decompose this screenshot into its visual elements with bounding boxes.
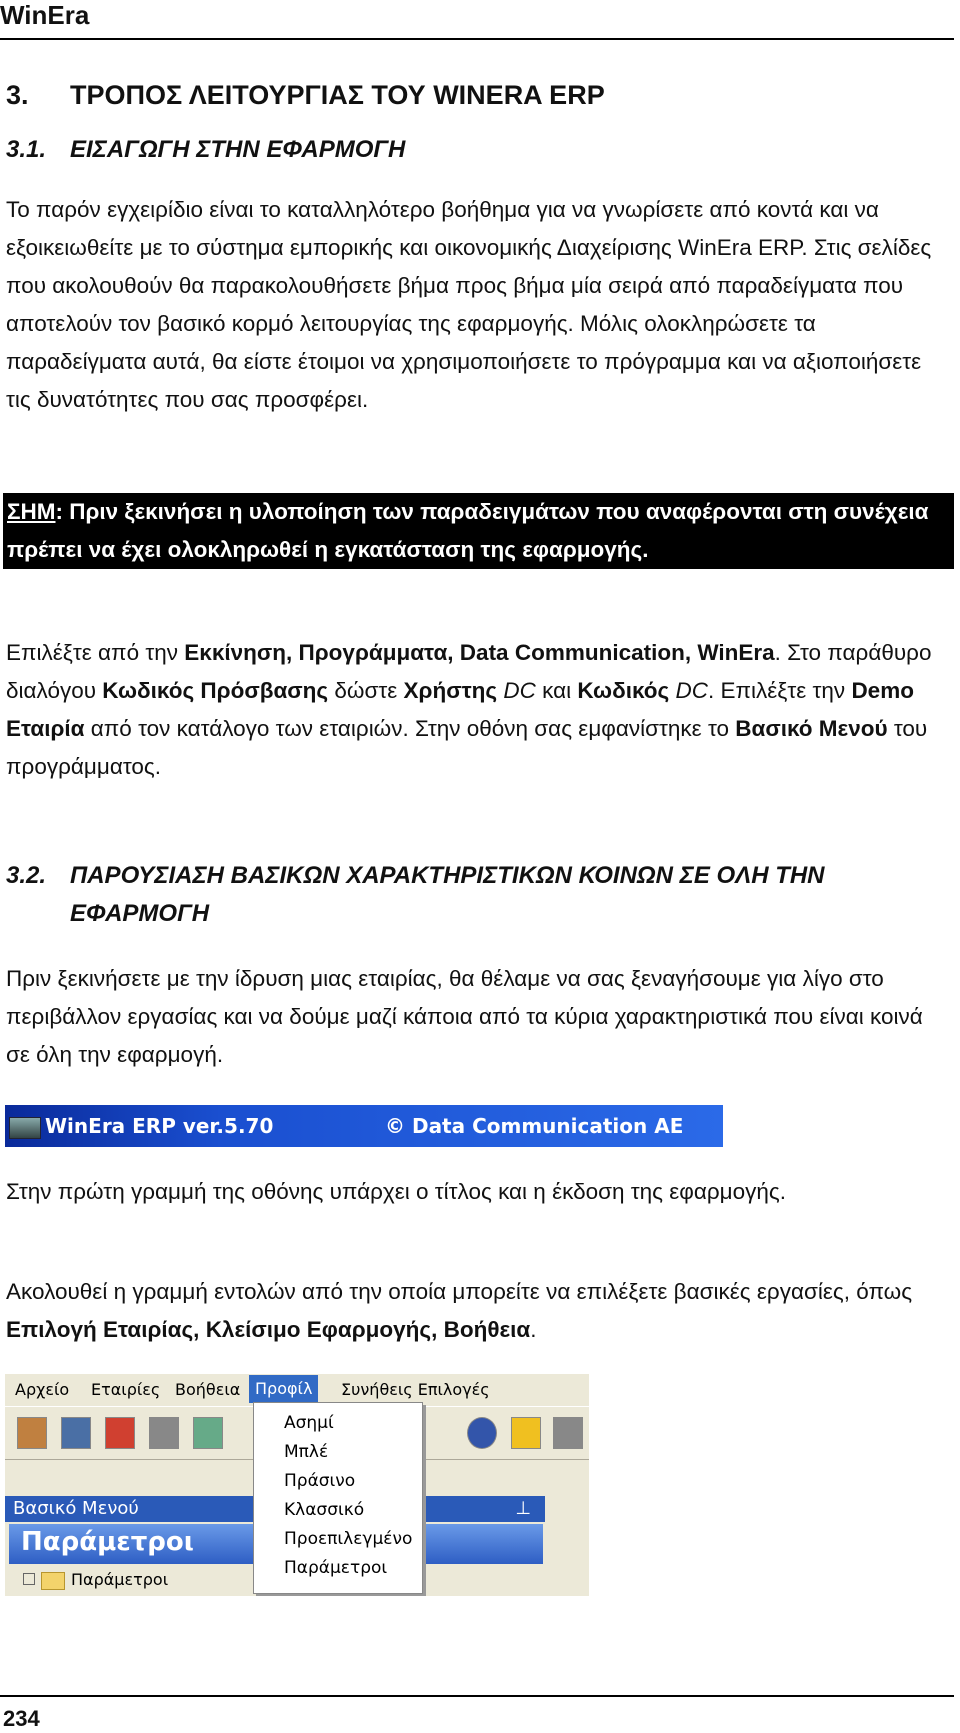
- intro-paragraph: Το παρόν εγχειρίδιο είναι το καταλληλότερο βοήθημα για να γνωρίσετε από κοντά και να εξοικειωθείτε με το σύστημα εμπορικής και οικονομικής Διαχείρισης WinEra ERP. Στις σελίδες που ακολουθούν θα παρακολουθήσετε βήμα προς βήμα μία σειρά από παραδείγματα που αποτελούν τον βασικό κορμό λειτουργίας της εφαρμογής. Μόλις ολοκληρώσετε τα παραδείγματα αυτά, θα είστε έτοιμοι να χρησιμοποιήσετε το πρόγραμμα και να αξιοποιήσετε τις δυνατότητες που σας προσφέρει.: [6, 197, 932, 412]
- instr-bold: Εκκίνηση, Προγράμματα, Data Communication, WinEra: [184, 640, 775, 665]
- main-menu-title: Βασικό Μενού: [13, 1498, 139, 1519]
- folder-icon: [41, 1572, 65, 1590]
- instr-text: από τον κατάλογο των εταιριών. Στην οθόνη σας εμφανίστηκε το: [84, 716, 736, 741]
- copyright-text: © Data Communication AE: [385, 1114, 684, 1138]
- subsection-number-2: 3.2.: [6, 862, 47, 889]
- menu-screenshot: [5, 1374, 589, 1596]
- instr-text: και: [535, 678, 578, 703]
- pin-icon[interactable]: ⊥: [515, 1498, 531, 1519]
- menu-companies[interactable]: Εταιρίες: [91, 1380, 161, 1399]
- note-label: ΣΗΜ: [7, 499, 56, 524]
- instr-text: δώστε: [328, 678, 404, 703]
- section-title: ΤΡΟΠΟΣ ΛΕΙΤΟΥΡΓΙΑΣ ΤΟΥ WINERA ERP: [70, 80, 605, 110]
- menu-profile[interactable]: Προφίλ: [249, 1375, 318, 1403]
- running-header: WinEra: [0, 0, 90, 30]
- help-icon[interactable]: [467, 1417, 497, 1449]
- dropdown-item-green[interactable]: Πράσινο: [284, 1471, 356, 1491]
- bank-icon[interactable]: [61, 1417, 91, 1449]
- cmd-bold: Επιλογή Εταιρίας, Κλείσιμο Εφαρμογής, Βοήθεια: [6, 1317, 531, 1342]
- subsection-title-2-line1: ΠΑΡΟΥΣΙΑΣΗ ΒΑΣΙΚΩΝ ΧΑΡΑΚΤΗΡΙΣΤΙΚΩΝ ΚΟΙΝΩΝ ΣΕ ΟΛΗ ΤΗΝ: [70, 862, 825, 889]
- dropdown-item-classic[interactable]: Κλασσικό: [284, 1500, 365, 1520]
- instr-bold: Χρήστης: [403, 678, 498, 703]
- instr-bold: Κωδικός Πρόσβασης: [102, 678, 329, 703]
- expand-icon[interactable]: [23, 1573, 35, 1585]
- command-bar-description: [6, 1273, 948, 1349]
- header-rule: [0, 38, 954, 40]
- window-icon[interactable]: [553, 1417, 583, 1449]
- footer-rule: [0, 1695, 954, 1697]
- subsection-title-2-line2: ΕΦΑΡΜΟΓΗ: [70, 900, 210, 927]
- instr-bold: Βασικό Μενού: [735, 716, 888, 741]
- dropdown-item-blue[interactable]: Μπλέ: [284, 1442, 329, 1462]
- instr-text: του προγράμματος.: [6, 716, 928, 779]
- app-icon: [9, 1117, 41, 1139]
- note-text: : Πριν ξεκινήσει η υλοποίηση των παραδειγμάτων που αναφέρονται στη συνέχεια πρέπει να έχει ολοκληρωθεί η εγκατάσταση της εφαρμογής.: [7, 499, 929, 562]
- tree-item-label: Παράμετροι: [71, 1570, 169, 1589]
- instr-italic: DC: [669, 678, 708, 703]
- calculator-icon[interactable]: [105, 1417, 135, 1449]
- page-number: 234: [3, 1706, 40, 1731]
- instr-italic: DC: [497, 678, 536, 703]
- tree-item-parameters[interactable]: [23, 1570, 168, 1590]
- subsection-heading-2: [6, 862, 825, 927]
- workspace-intro-paragraph: Πριν ξεκινήσετε με την ίδρυση μιας εταιρίας, θα θέλαμε να σας ξεναγήσουμε για λίγο στο περιβάλλον εργασίας και να δούμε μαζί κάποια από τα κύρια χαρακτηριστικά που είναι κοινά σε όλη την εφαρμογή.: [6, 966, 923, 1067]
- menubar: [5, 1374, 589, 1404]
- subsection-number-1: 3.1.: [6, 136, 47, 163]
- app-title-bar-screenshot: [5, 1105, 723, 1147]
- dropdown-item-silver[interactable]: Ασημί: [284, 1413, 334, 1433]
- instr-text: Επιλέξτε από την: [6, 640, 185, 665]
- profile-dropdown: [253, 1402, 423, 1594]
- cmd-text: Ακολουθεί η γραμμή εντολών από την οποία μπορείτε να επιλέξετε βασικές εργασίες, όπως: [6, 1279, 913, 1304]
- subsection-title-1: ΕΙΣΑΓΩΓΗ ΣΤΗΝ ΕΦΑΡΜΟΓΗ: [70, 136, 406, 163]
- instr-text: . Στο παράθυρο διαλόγου: [6, 640, 932, 703]
- instr-text: . Επιλέξτε την: [707, 678, 852, 703]
- dropdown-item-default[interactable]: Προεπιλεγμένο: [284, 1529, 413, 1549]
- parameters-group-label: Παράμετροι: [21, 1527, 194, 1557]
- section-number: 3.: [6, 80, 29, 110]
- note-box: [3, 493, 954, 569]
- menu-file[interactable]: Αρχείο: [15, 1380, 70, 1399]
- cmd-text: .: [530, 1317, 537, 1342]
- menu-common-options[interactable]: Συνήθεις Επιλογές: [341, 1380, 490, 1399]
- exit-icon[interactable]: [17, 1417, 47, 1449]
- tools-icon[interactable]: [193, 1417, 223, 1449]
- instr-bold: Demo Εταιρία: [6, 678, 914, 741]
- instr-bold: Κωδικός: [577, 678, 670, 703]
- title-bar-description: Στην πρώτη γραμμή της οθόνης υπάρχει ο τίτλος και η έκδοση της εφαρμογής.: [6, 1179, 787, 1204]
- warning-icon[interactable]: [511, 1417, 541, 1449]
- menu-help[interactable]: Βοήθεια: [175, 1380, 241, 1399]
- section-heading: [6, 80, 605, 111]
- calendar-icon[interactable]: [149, 1417, 179, 1449]
- subsection-heading-1: [6, 136, 405, 164]
- app-version-title: WinEra ERP ver.5.70: [45, 1114, 274, 1138]
- dropdown-item-parameters[interactable]: Παράμετροι: [284, 1558, 388, 1578]
- instructions-paragraph: [6, 634, 948, 786]
